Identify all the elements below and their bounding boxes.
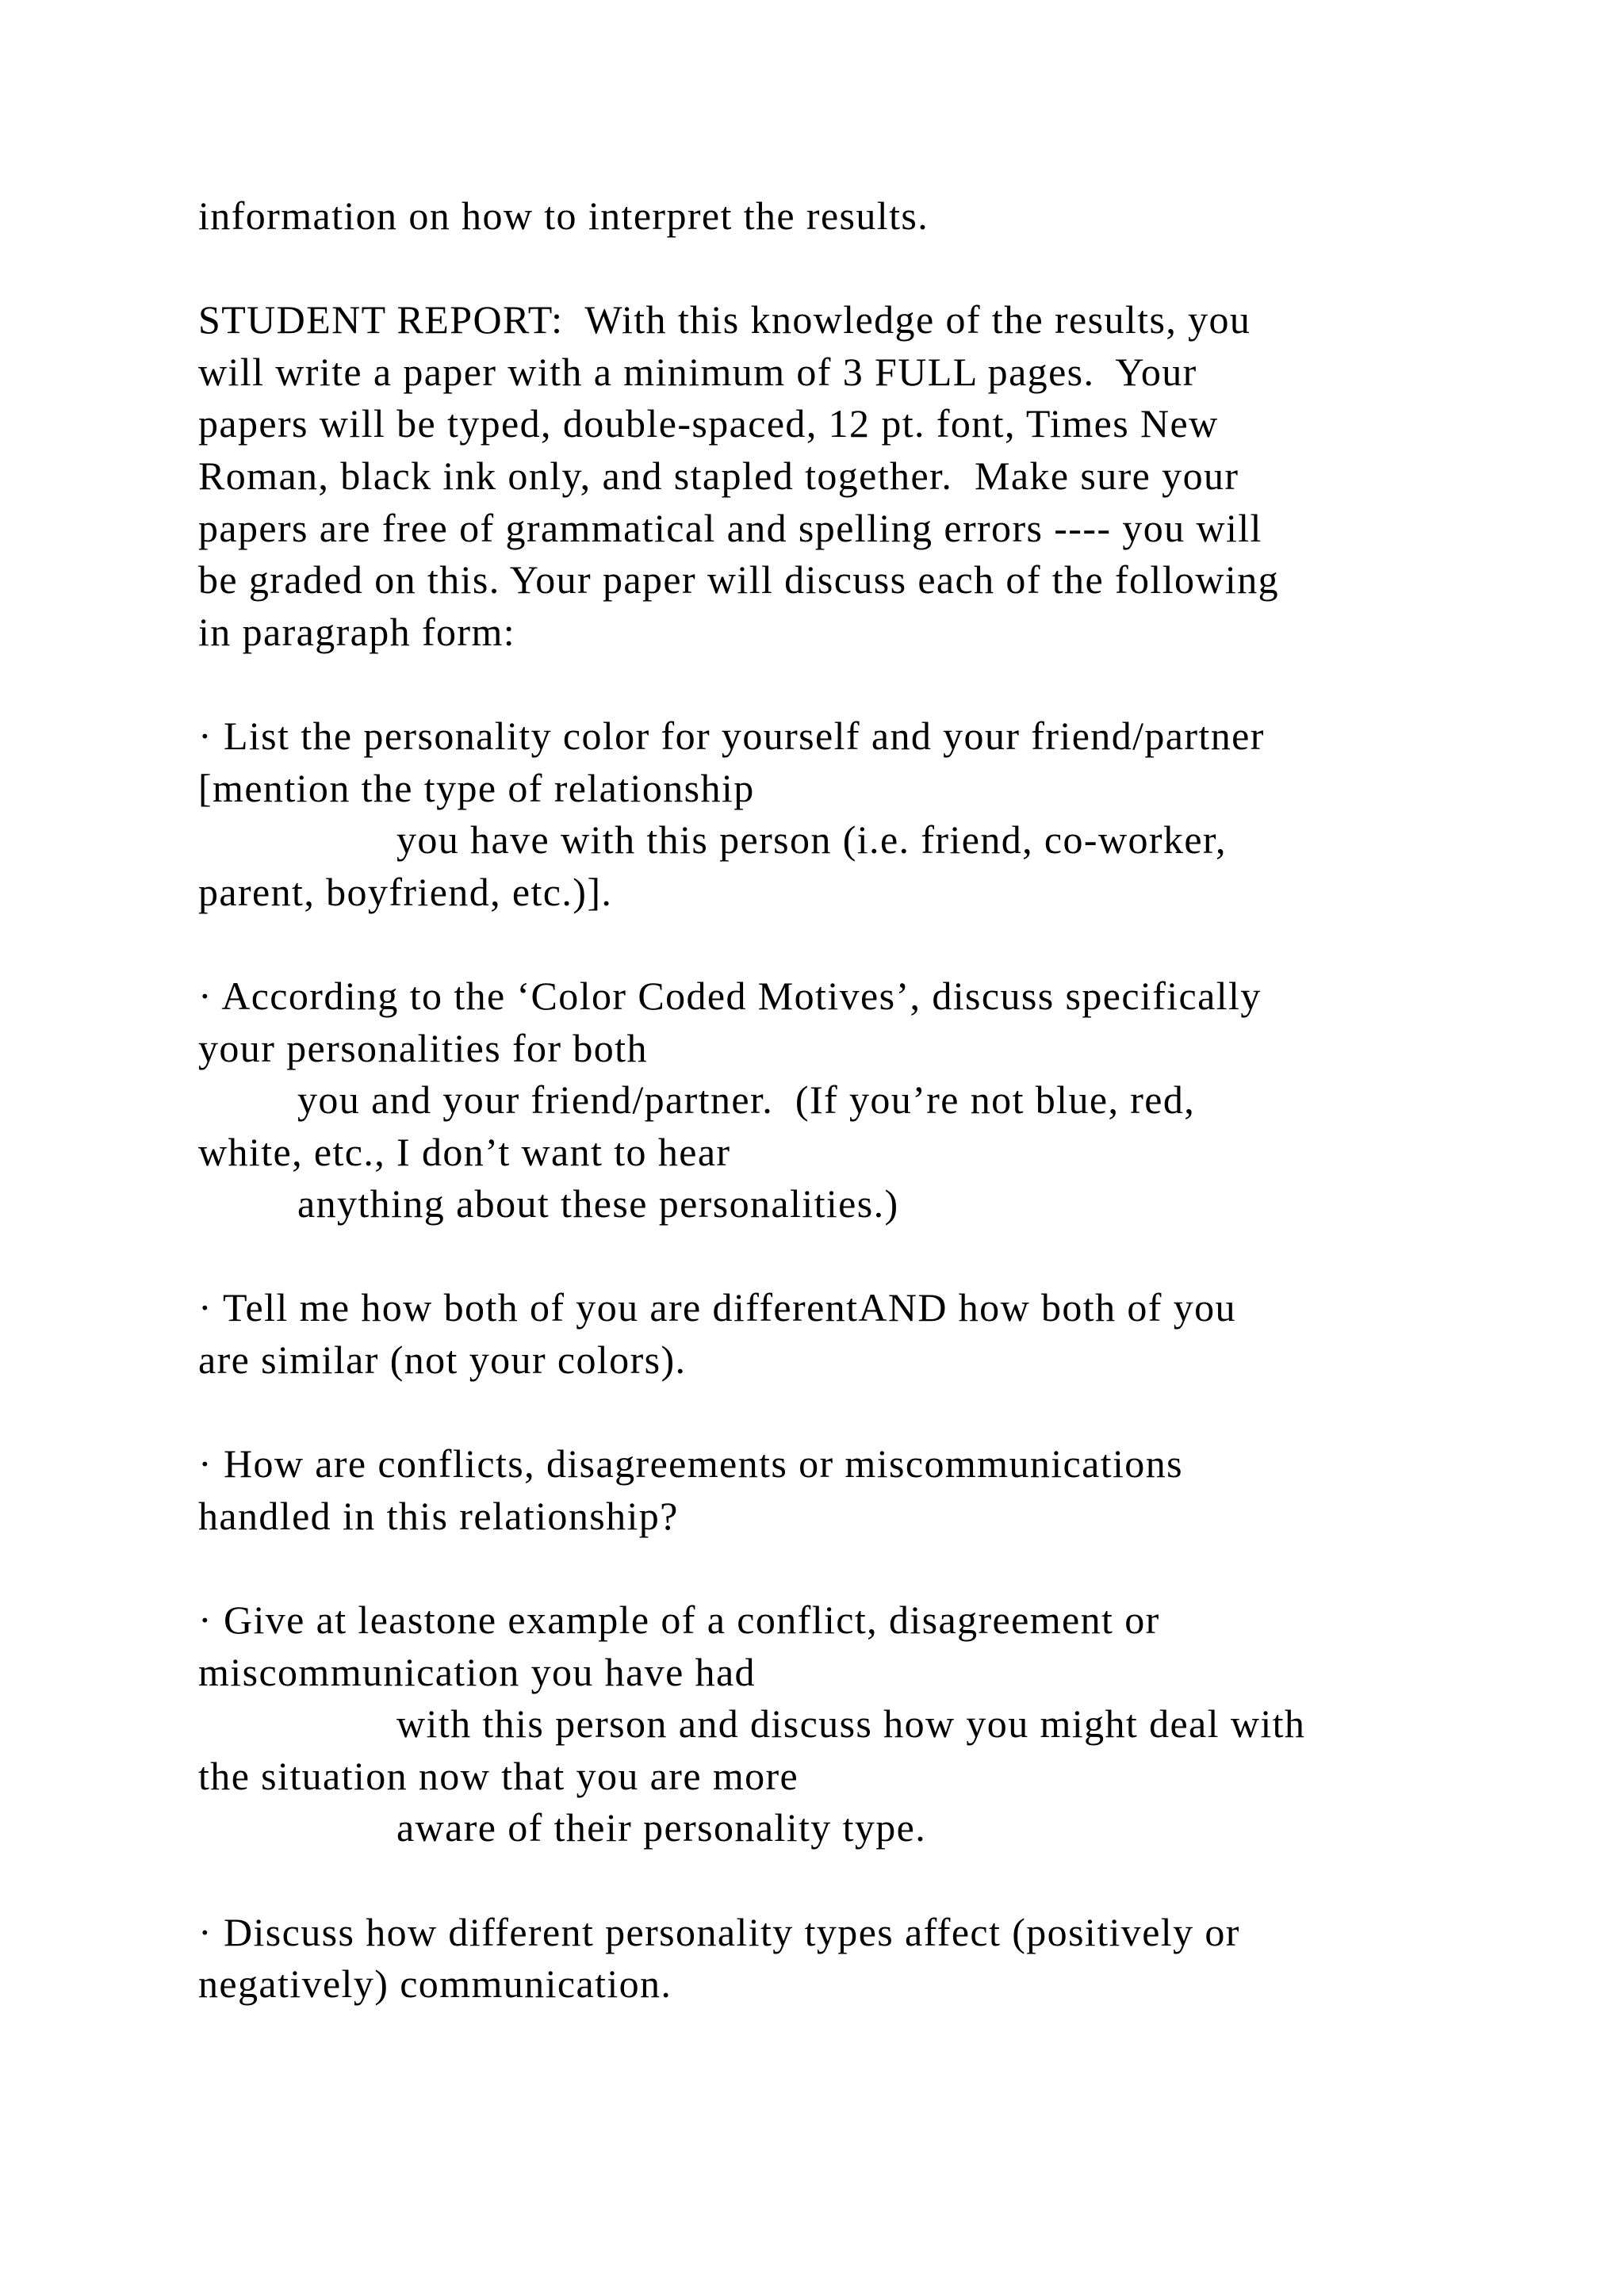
bullet-item: [198, 1282, 1483, 1386]
text-line: are similar (not your colors).: [198, 1337, 687, 1383]
text-line: you have with this person (i.e. friend, co-worker,: [396, 817, 1227, 863]
text-line: papers are free of grammatical and spelling errors ---- you will: [198, 505, 1262, 550]
text-line: STUDENT REPORT: With this knowledge of the results, you: [198, 297, 1251, 342]
bullet-item: [198, 1594, 1483, 1854]
text-line: anything about these personalities.): [297, 1181, 899, 1226]
paragraph-gap: [198, 1854, 1483, 1907]
paragraph-gap: [198, 1387, 1483, 1439]
student-report-paragraph: [198, 294, 1483, 658]
bullet-item: [198, 710, 1483, 918]
bullet-item: [198, 1907, 1483, 2011]
text-line: · How are conflicts, disagreements or miscommunications: [198, 1441, 1183, 1487]
bullet-item: [198, 1438, 1483, 1542]
bullet-item: [198, 970, 1483, 1230]
text-line: information on how to interpret the results.: [198, 193, 929, 238]
text-line: Roman, black ink only, and stapled together. Make sure your: [198, 453, 1239, 498]
intro-paragraph-end: [198, 190, 1483, 243]
text-line: negatively) communication.: [198, 1961, 672, 2007]
text-line: your personalities for both: [198, 1025, 648, 1070]
paragraph-gap: [198, 1542, 1483, 1594]
text-line: · According to the ‘Color Coded Motives’, discuss specifically: [198, 973, 1262, 1018]
paragraph-gap: [198, 243, 1483, 295]
text-line: · Give at leastone example of a conflict, disagreement or: [198, 1598, 1160, 1643]
text-line: · Tell me how both of you are differentAND how both of you: [198, 1285, 1236, 1330]
text-line: aware of their personality type.: [396, 1805, 927, 1850]
text-line: handled in this relationship?: [198, 1493, 679, 1538]
text-line: be graded on this. Your paper will discuss each of the following: [198, 557, 1279, 603]
text-line: you and your friend/partner. (If you’re not blue, red,: [297, 1077, 1196, 1123]
paragraph-gap: [198, 658, 1483, 710]
text-line: [mention the type of relationship: [198, 765, 755, 810]
text-line: in paragraph form:: [198, 609, 516, 654]
text-line: · Discuss how different personality types affect (positively or: [198, 1909, 1240, 1954]
document-body: [198, 190, 1483, 2011]
text-line: miscommunication you have had: [198, 1649, 756, 1694]
text-line: papers will be typed, double-spaced, 12 pt. font, Times New: [198, 401, 1219, 446]
text-line: · List the personality color for yourself and your friend/partner: [198, 713, 1265, 758]
paragraph-gap: [198, 1230, 1483, 1283]
paragraph-gap: [198, 918, 1483, 970]
text-line: with this person and discuss how you might deal with: [396, 1701, 1306, 1747]
text-line: white, etc., I don’t want to hear: [198, 1129, 731, 1174]
text-line: the situation now that you are more: [198, 1753, 799, 1798]
text-line: parent, boyfriend, etc.)].: [198, 869, 613, 914]
text-line: will write a paper with a minimum of 3 FULL pages. Your: [198, 349, 1197, 394]
